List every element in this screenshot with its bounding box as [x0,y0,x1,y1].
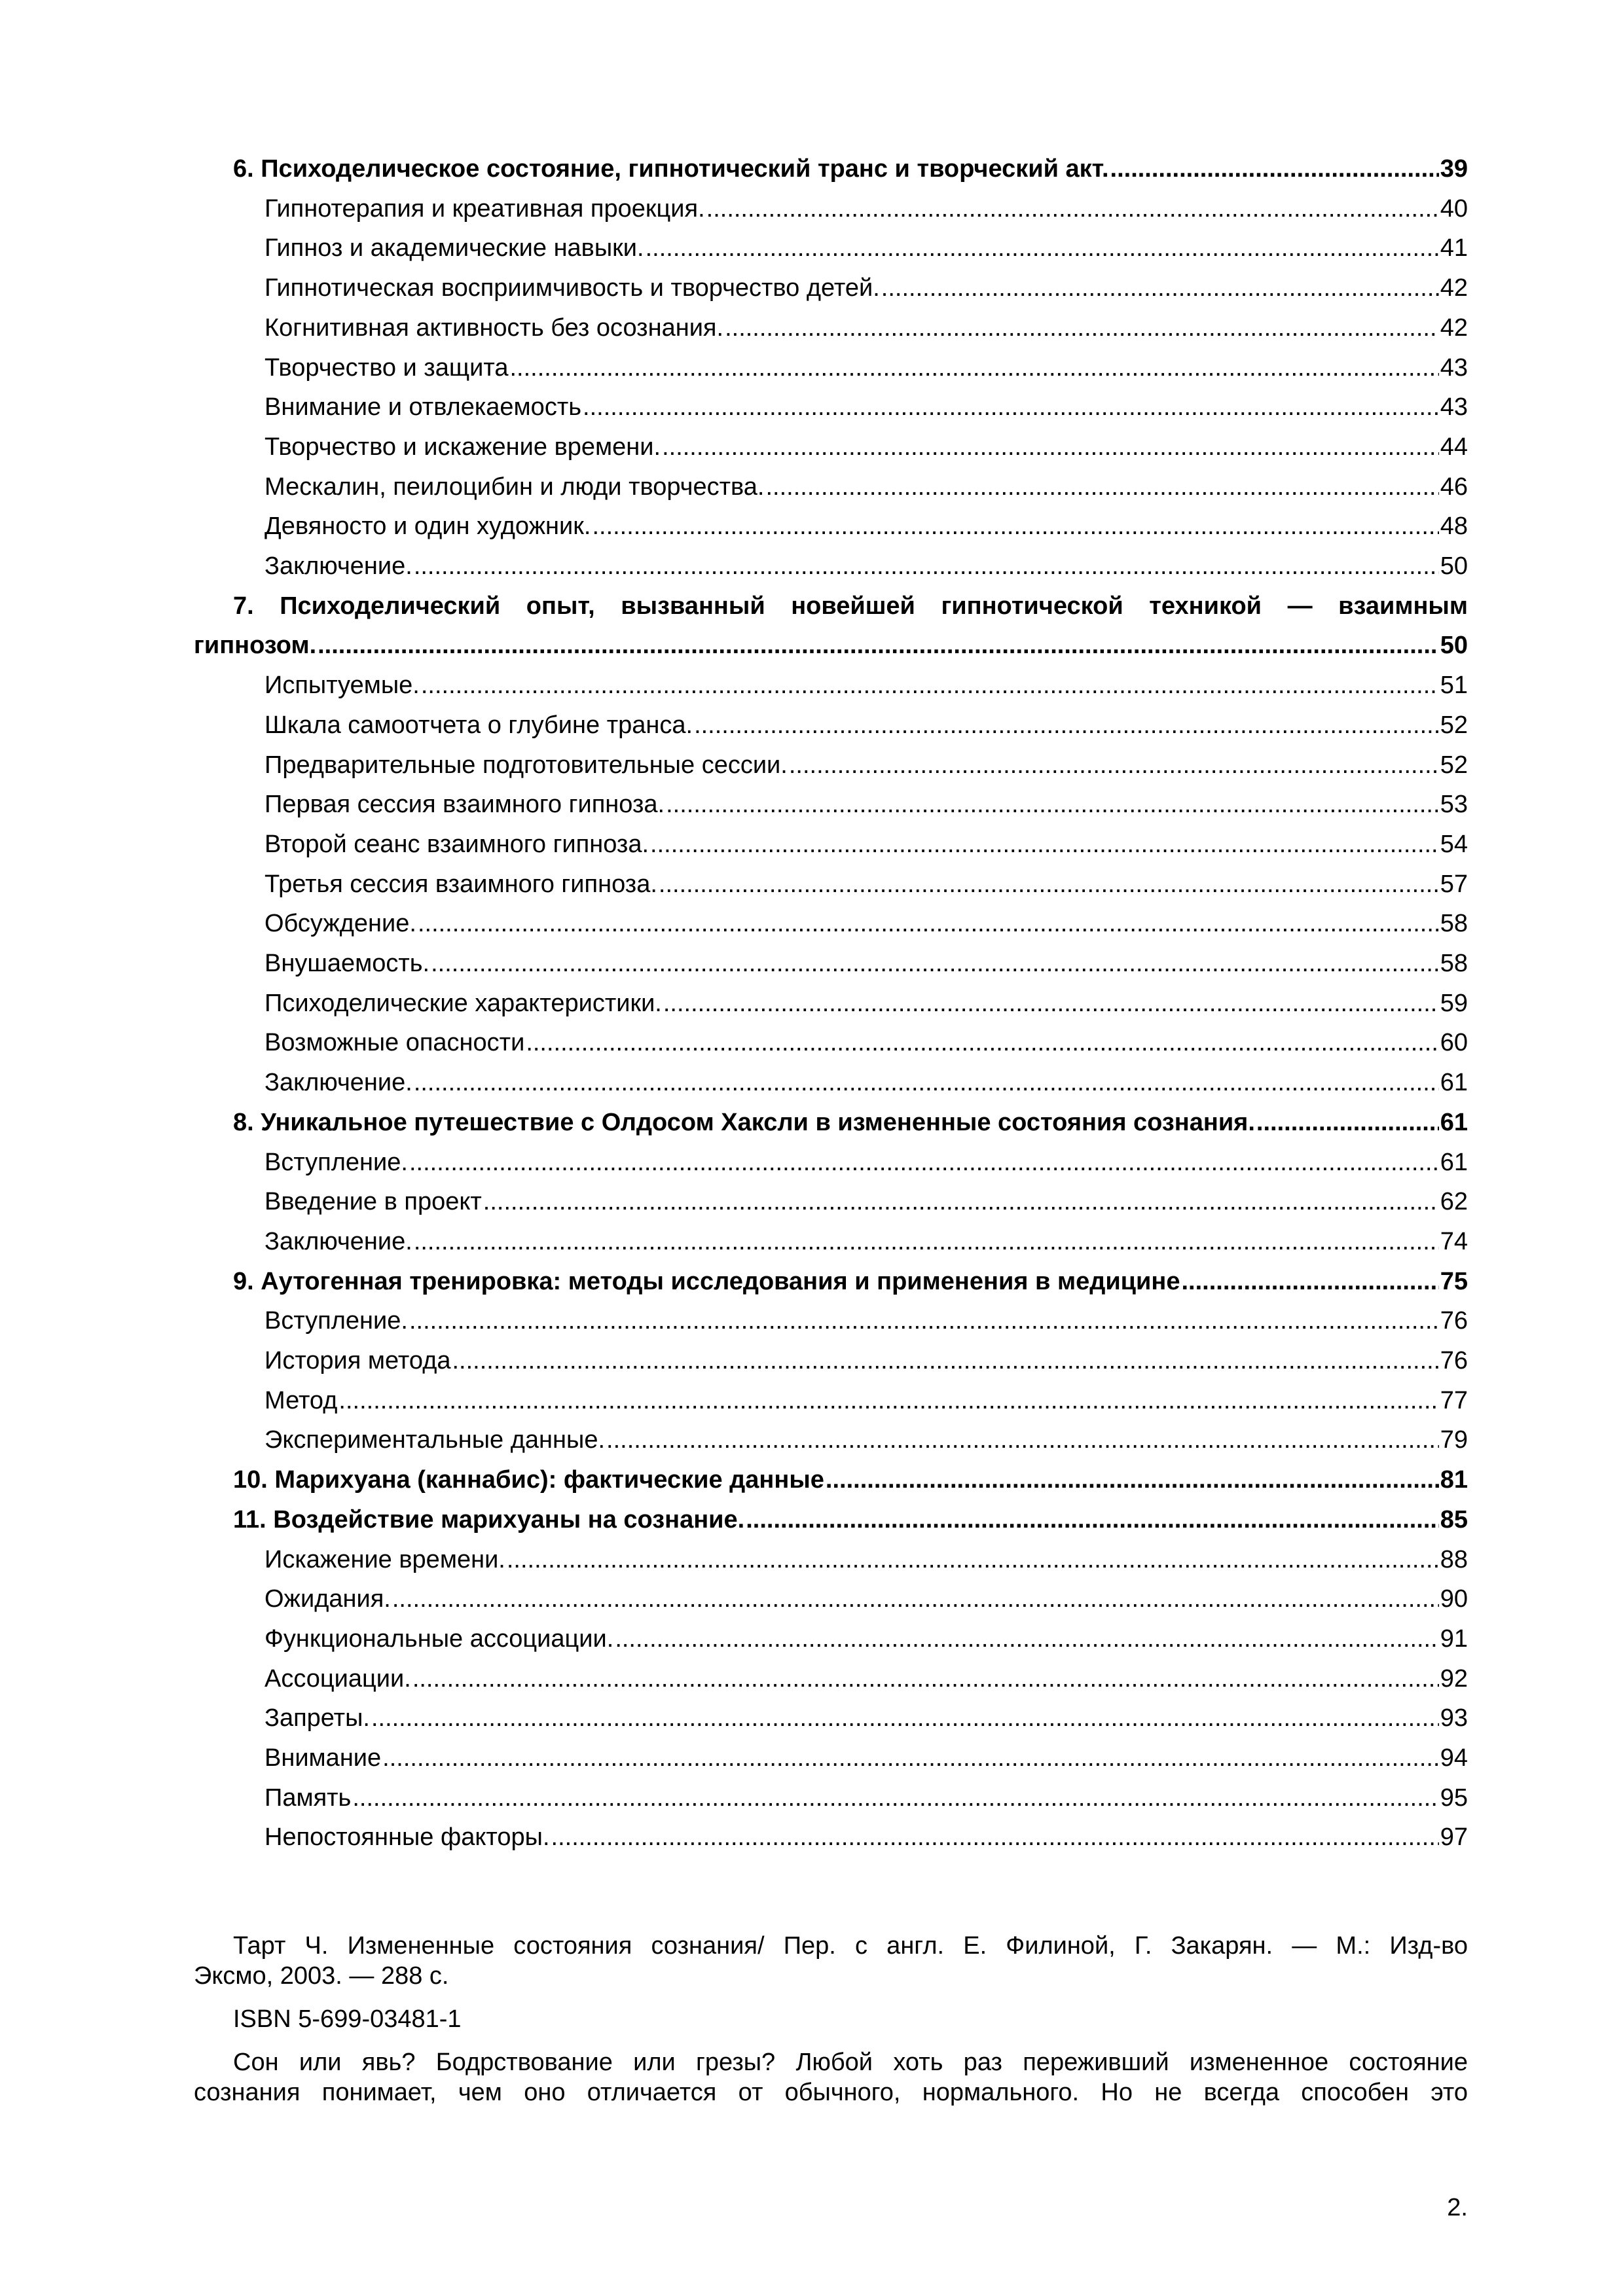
dot-leader [706,189,1439,228]
citation-line-1: Тарт Ч. Измененные состояния сознания/ Пер. с англ. Е. Филиной, Г. Закарян. — М.: Изд-во [233,1932,1468,1960]
toc-section[interactable] [0,1818,1623,1857]
toc-entry-title: Второй сеанс взаимного гипноза. [264,831,649,858]
toc-entry-page: 51 [1440,672,1468,699]
dot-leader [421,666,1439,705]
toc-entry-page: 43 [1440,393,1468,421]
toc-entry-title: Творчество и защита [264,354,509,382]
toc-entry-page: 62 [1440,1188,1468,1215]
toc-section[interactable] [0,1659,1623,1699]
toc-section[interactable] [0,547,1623,586]
toc-entry[interactable] [264,1341,1468,1380]
toc-entry[interactable] [194,626,1468,665]
toc-entry-page: 44 [1440,433,1468,461]
toc-section[interactable] [0,387,1623,427]
toc-entry[interactable] [264,1659,1468,1698]
toc-entry-title: 8. Уникальное путешествие с Олдосом Хаксли в измененные состояния сознания. [233,1109,1255,1136]
toc-section[interactable] [0,1182,1623,1222]
toc-section[interactable] [0,1023,1623,1063]
toc-entry-page: 52 [1440,711,1468,739]
abstract-line-1: Сон или явь? Бодрствование или грезы? Любой хоть раз переживший измененное состояние [233,2049,1468,2076]
toc-section[interactable] [0,1619,1623,1659]
toc-section[interactable] [0,228,1623,268]
toc-chapter-9[interactable] [0,1262,1623,1302]
toc-section[interactable] [0,1143,1623,1183]
toc-entry-title: Экспериментальные данные. [264,1426,606,1454]
toc-section[interactable] [0,745,1623,785]
dot-leader [592,507,1438,546]
toc-entry-page: 81 [1440,1466,1468,1494]
toc-entry-title: Творчество и искажение времени. [264,433,661,461]
toc-entry-title: Метод [264,1387,338,1414]
toc-section[interactable] [0,706,1623,745]
toc-entry[interactable] [264,785,1468,824]
toc-section[interactable] [0,944,1623,984]
toc-section[interactable] [0,904,1623,944]
toc-entry[interactable] [264,904,1468,943]
toc-entry[interactable] [264,1182,1468,1221]
toc-entry-page: 85 [1440,1506,1468,1534]
dot-leader [583,387,1439,427]
toc-entry-page: 94 [1440,1744,1468,1772]
toc-entry-page: 42 [1440,274,1468,302]
toc-entry-title: Внимание и отвлекаемость [264,393,582,421]
toc-section[interactable] [0,308,1623,348]
toc-entry-page: 39 [1440,155,1468,183]
toc-entry[interactable] [264,944,1468,983]
toc-entry-title: Девяносто и один художник. [264,512,591,540]
toc-entry-title: Шкала самоотчета о глубине транса. [264,711,693,739]
toc-entry[interactable] [264,984,1468,1023]
toc-entry-title: Гипнотическая восприимчивость и творчество детей. [264,274,880,302]
toc-entry[interactable] [264,1579,1468,1619]
toc-entry-title: Ожидания. [264,1585,391,1613]
toc-entry[interactable] [264,865,1468,904]
toc-entry[interactable] [264,228,1468,268]
dot-leader [659,865,1439,904]
toc-section[interactable] [0,1738,1623,1778]
toc-entry-title: Заключение. [264,1228,412,1255]
toc-entry-title: Память [264,1784,352,1812]
toc-chapter-7-line-2[interactable] [194,626,1468,666]
toc-section[interactable] [0,865,1623,905]
toc-section[interactable] [0,1579,1623,1619]
toc-entry-page: 97 [1440,1823,1468,1851]
dot-leader [1182,1262,1439,1301]
dot-leader [409,1301,1439,1340]
dot-leader [483,1182,1439,1221]
toc-section[interactable] [0,1420,1623,1460]
toc-chapter-10[interactable] [0,1460,1623,1500]
toc-chapter-8[interactable] [0,1103,1623,1143]
toc-section[interactable] [0,666,1623,706]
toc-entry[interactable] [233,1262,1468,1301]
toc-entry[interactable] [264,1818,1468,1857]
toc-entry-page: 59 [1440,990,1468,1017]
toc-section[interactable] [0,427,1623,467]
toc-entry-title: Ассоциации. [264,1665,411,1693]
toc-entry-title: Непостоянные факторы. [264,1823,550,1851]
toc-entry[interactable] [264,308,1468,348]
toc-entry-page: 92 [1440,1665,1468,1693]
toc-section[interactable] [0,1341,1623,1381]
citation-line-2: Эксмо, 2003. — 288 с. [194,1962,449,1990]
toc-entry-page: 40 [1440,195,1468,223]
toc-entry-page: 42 [1440,314,1468,342]
dot-leader [650,825,1439,864]
dot-leader [526,1023,1438,1062]
dot-leader [789,745,1439,785]
toc-entry-title: История метода [264,1347,451,1374]
toc-entry[interactable] [264,1301,1468,1340]
toc-entry-page: 57 [1440,870,1468,898]
toc-entry-page: 58 [1440,950,1468,977]
toc-entry[interactable] [264,1023,1468,1062]
toc-entry[interactable] [264,1063,1468,1102]
toc-entry-page: 50 [1440,632,1468,659]
toc-entry-page: 88 [1440,1546,1468,1573]
toc-entry[interactable] [264,348,1468,387]
toc-entry-title: 11. Воздействие марихуаны на сознание. [233,1506,745,1534]
toc-entry[interactable] [233,1460,1468,1499]
toc-entry-title: Вступление. [264,1307,408,1335]
toc-section[interactable] [0,1381,1623,1421]
dot-leader [414,547,1439,586]
dot-leader [382,1738,1439,1778]
toc-entry-title: Вступление. [264,1149,408,1176]
toc-section[interactable] [0,507,1623,547]
dot-leader [551,1818,1439,1857]
toc-entry-page: 61 [1440,1069,1468,1096]
dot-leader [392,1579,1439,1619]
toc-chapter-11[interactable] [0,1500,1623,1540]
toc-entry-title: 6. Психоделическое состояние, гипнотический транс и творческий акт. [233,155,1109,183]
toc-section[interactable] [0,785,1623,825]
dot-leader [765,467,1438,507]
toc-section[interactable] [0,1301,1623,1341]
toc-entry-title: Предварительные подготовительные сессии. [264,751,788,779]
dot-leader [646,228,1439,268]
toc-entry-page: 76 [1440,1307,1468,1335]
toc-chapter-6[interactable] [0,149,1623,189]
toc-entry-title: Введение в проект [264,1188,482,1215]
citation [194,1931,1468,1991]
toc-entry-title: Мескалин, пеилоцибин и люди творчества. [264,473,765,501]
toc-entry-page: 48 [1440,512,1468,540]
toc-section[interactable] [0,348,1623,388]
dot-leader [1256,1103,1439,1142]
toc-entry-title: Запреты. [264,1704,370,1732]
toc-entry-page: 93 [1440,1704,1468,1732]
dot-leader [418,904,1439,943]
dot-leader [746,1500,1439,1539]
toc-section[interactable] [0,189,1623,229]
toc-section[interactable] [0,825,1623,865]
toc-entry[interactable] [264,1381,1468,1420]
toc-entry[interactable] [264,1143,1468,1182]
dot-leader [606,1420,1439,1460]
toc-entry-page: 79 [1440,1426,1468,1454]
toc-entry[interactable] [233,1103,1468,1142]
dot-leader [507,1540,1439,1579]
toc-entry-title: 10. Марихуана (каннабис): фактические данные [233,1466,824,1494]
dot-leader [509,348,1438,387]
toc-entry-title: Испытуемые. [264,672,420,699]
toc-chapter-7-line-1[interactable]: 7. Психоделический опыт, вызванный новейшей гипнотической техникой — взаимным [233,592,1468,620]
dot-leader [1110,149,1439,188]
dot-leader [881,268,1439,308]
page-number: 2. [1447,2194,1468,2221]
dot-leader [409,1143,1439,1182]
toc-entry[interactable] [264,467,1468,507]
dot-leader [725,308,1439,348]
toc-entry[interactable] [264,706,1468,745]
toc-section[interactable] [0,984,1623,1024]
toc-entry-page: 41 [1440,234,1468,262]
toc-entry[interactable] [264,745,1468,785]
toc-entry-page: 58 [1440,910,1468,937]
toc-entry-title: Возможные опасности [264,1029,525,1056]
dot-leader [826,1460,1439,1499]
abstract-line-2: сознания понимает, чем оно отличается от обычного, нормального. Но не всегда способен это [194,2079,1468,2106]
toc-entry-page: 60 [1440,1029,1468,1056]
toc-entry-title: Гипнотерапия и креативная проекция. [264,195,705,223]
toc-entry[interactable] [264,825,1468,864]
toc-entry-page: 91 [1440,1625,1468,1653]
toc-entry-page: 90 [1440,1585,1468,1613]
dot-leader [694,706,1439,745]
isbn: ISBN 5-699-03481-1 [233,2005,462,2033]
toc-entry-title: Гипноз и академические навыки. [264,234,644,262]
toc-entry-title: Первая сессия взаимного гипноза. [264,791,665,818]
dot-leader [663,984,1439,1023]
dot-leader [371,1698,1439,1738]
abstract [194,2047,1468,2108]
toc-entry[interactable] [264,1698,1468,1738]
toc-entry[interactable] [264,268,1468,308]
toc-entry-title: Обсуждение. [264,910,416,937]
dot-leader [318,626,1439,665]
toc-entry-page: 53 [1440,791,1468,818]
toc-entry[interactable] [264,189,1468,228]
toc-entry-title: Внушаемость. [264,950,430,977]
dot-leader [412,1659,1439,1698]
toc-entry-title: Психоделические характеристики. [264,990,662,1017]
toc-entry[interactable] [264,507,1468,546]
toc-entry[interactable] [264,427,1468,467]
dot-leader [666,785,1439,824]
toc-entry-page: 46 [1440,473,1468,501]
toc-entry-title: Искажение времени. [264,1546,505,1573]
toc-entry-title: Функциональные ассоциации. [264,1625,614,1653]
toc-entry-page: 74 [1440,1228,1468,1255]
toc-entry-page: 52 [1440,751,1468,779]
toc-entry-page: 95 [1440,1784,1468,1812]
toc-entry[interactable] [264,547,1468,586]
dot-leader [414,1063,1439,1102]
toc-entry-page: 75 [1440,1268,1468,1295]
toc-entry-page: 54 [1440,831,1468,858]
toc-entry[interactable] [264,666,1468,705]
toc-section[interactable] [0,1778,1623,1818]
toc-section[interactable] [0,1698,1623,1738]
toc-entry-page: 43 [1440,354,1468,382]
toc-entry[interactable] [264,1420,1468,1460]
toc-entry-title: гипнозом. [194,632,317,659]
toc-section[interactable] [0,1540,1623,1580]
dot-leader [615,1619,1438,1659]
toc-entry-title: Заключение. [264,552,412,580]
toc-entry[interactable] [264,1738,1468,1778]
toc-entry-page: 76 [1440,1347,1468,1374]
toc-entry[interactable] [233,1500,1468,1539]
toc-section[interactable] [0,467,1623,507]
dot-leader [352,1778,1438,1818]
dot-leader [414,1222,1439,1261]
toc-entry-title: 9. Аутогенная тренировка: методы исследования и применения в медицине [233,1268,1180,1295]
toc-entry[interactable] [264,1778,1468,1818]
toc-entry-page: 77 [1440,1387,1468,1414]
toc-entry-title: Внимание [264,1744,382,1772]
toc-entry[interactable] [264,387,1468,427]
toc-section[interactable] [0,1063,1623,1103]
toc-entry-title: Заключение. [264,1069,412,1096]
toc-entry[interactable] [264,1619,1468,1659]
toc-entry[interactable] [233,149,1468,188]
toc-entry[interactable] [264,1540,1468,1579]
toc-entry-page: 61 [1440,1149,1468,1176]
toc-entry-title: Когнитивная активность без осознания. [264,314,724,342]
dot-leader [452,1341,1439,1380]
toc-entry[interactable] [264,1222,1468,1261]
toc-entry-title: Третья сессия взаимного гипноза. [264,870,657,898]
toc-section[interactable] [0,268,1623,308]
toc-entry-page: 61 [1440,1109,1468,1136]
dot-leader [431,944,1439,983]
dot-leader [338,1381,1438,1420]
dot-leader [662,427,1439,467]
toc-entry-page: 50 [1440,552,1468,580]
toc-section[interactable] [0,1222,1623,1262]
